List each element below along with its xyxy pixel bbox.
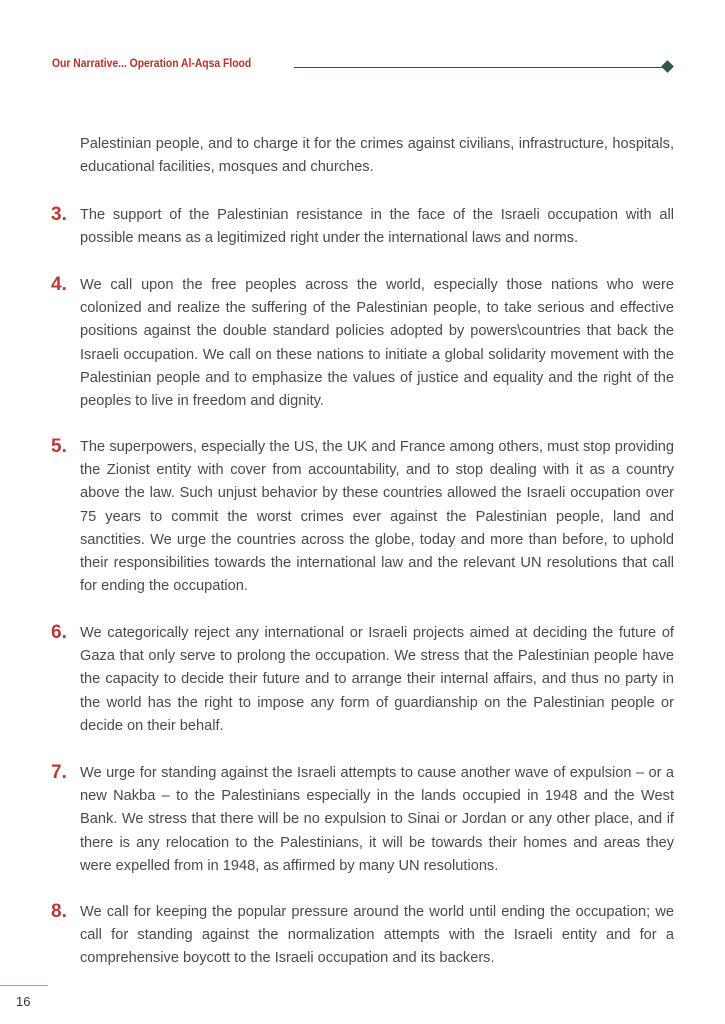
item-number: 6. bbox=[51, 622, 67, 643]
running-header bbox=[52, 58, 674, 76]
list-item: We call for keeping the popular pressure around the world until ending the occupation; we call for standing against the normalization attempts with the Israeli entity and for a comprehensive boycott to the Israeli occupation and its backers. bbox=[80, 904, 674, 967]
item-number: 4. bbox=[51, 274, 67, 295]
list-item: We urge for standing against the Israeli attempts to cause another wave of expulsion – or a new Nakba – to the Palestinians especially in the lands occupied in 1948 and the West Bank. We stress that there will be no expulsion to Sinai or Jordan or any other place, and if there is any relocation to the Palestinians, it will be towards their homes and areas they were expelled from in 1948, as affirmed by many UN resolutions. bbox=[80, 765, 674, 874]
page-number: 16 bbox=[16, 994, 31, 1009]
header-title: Our Narrative... Operation Al-Aqsa Flood bbox=[52, 58, 252, 70]
list-item: The superpowers, especially the US, the UK and France among others, must stop providing the Zionist entity with cover from accountability, and to stop dealing with it as a country above the law. Such unjust behavior by these countries allowed the Israeli occupation over 75 years to commit the worst crimes ever against the Palestinian people, land and sanctities. We urge the countries across the globe, today and more than before, to uphold their responsibilities towards the international law and the relevant UN resolutions that call for ending the occupation. bbox=[80, 439, 674, 595]
footer-rule bbox=[0, 985, 48, 986]
header-rule bbox=[294, 67, 664, 68]
item-number: 8. bbox=[51, 901, 67, 922]
item-number: 5. bbox=[51, 436, 67, 457]
list-item: We categorically reject any international or Israeli projects aimed at deciding the future of Gaza that only serve to prolong the occupation. We stress that the Palestinian people have the capacity to decide their future and to arrange their internal affairs, and thus no party in the world has the right to impose any form of guardianship on the Palestinian people or decide on their behalf. bbox=[80, 625, 674, 734]
item-number: 3. bbox=[51, 204, 67, 225]
item-number: 7. bbox=[51, 762, 67, 783]
list-item: We call upon the free peoples across the world, especially those nations who were colonized and realize the suffering of the Palestinian people, to take serious and effective positions against the double standard policies adopted by powers\countries that back the Israeli occupation. We call on these nations to initiate a global solidarity movement with the Palestinian people and to emphasize the values of justice and equality and the right of the peoples to live in freedom and dignity. bbox=[80, 277, 674, 410]
diamond-icon bbox=[661, 60, 674, 73]
list-item: The support of the Palestinian resistance in the face of the Israeli occupation with all possible means as a legitimized right under the international laws and norms. bbox=[80, 207, 674, 247]
continuation-paragraph: Palestinian people, and to charge it for the crimes against civilians, infrastructure, hospitals, educational facilities, mosques and churches. bbox=[80, 136, 674, 176]
